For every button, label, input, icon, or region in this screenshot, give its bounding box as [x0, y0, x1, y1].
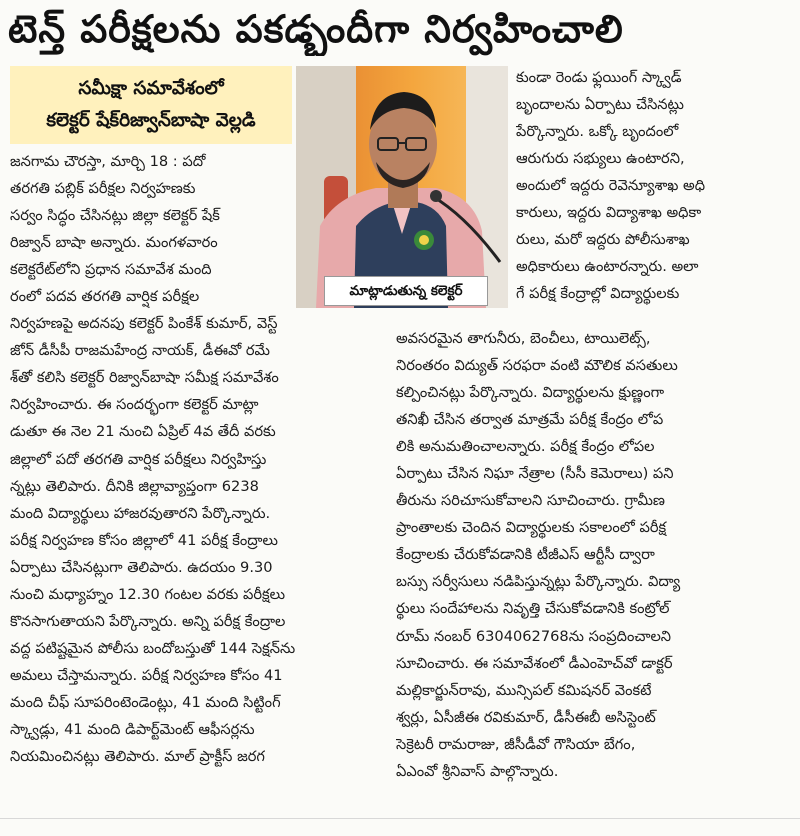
- text-line: జనగామ చౌరస్తా, మార్చి 18 : పదో: [10, 153, 206, 170]
- subheadline-line-1: సమీక్షా సమావేశంలో: [78, 78, 224, 99]
- text-line: కలెక్టరేట్‌లోని ప్రధాన సమావేశ మంది: [10, 261, 212, 279]
- text-line: ఏఎంవో శ్రీనివాస్ పాల్గొన్నారు.: [396, 762, 559, 780]
- text-line: తరగతి పబ్లిక్ పరీక్షల నిర్వహణకు: [10, 180, 196, 198]
- text-line: బస్సు సర్వీసులు నడిపిస్తున్నట్లు పేర్కొన్నారు. విద్యా: [396, 573, 681, 591]
- text-line: నిరంతరం విద్యుత్ సరఫరా వంటి మౌలిక వసతులు: [396, 357, 678, 375]
- text-line: మంది విద్యార్థులు హాజరవుతారని పేర్కొన్నారు.: [10, 504, 271, 522]
- text-line: అందులో ఇద్దరు రెవెన్యూశాఖ అధి: [516, 177, 705, 195]
- text-line: వద్ద పటిష్టమైన పోలీసు బందోబస్తుతో 144 సెక్షన్‌ను: [10, 639, 296, 657]
- text-line: అధికారులు ఉంటారన్నారు. అలా: [516, 258, 699, 276]
- text-line: ఏర్పాటు చేసినట్లుగా తెలిపారు. ఉదయం 9.30: [10, 558, 273, 576]
- article-column-wide: [396, 325, 788, 785]
- text-line: కుండా రెండు ఫ్లయింగ్ స్క్వాడ్: [516, 69, 682, 86]
- text-line: జిల్లాలో పదో తరగతి వార్షిక పరీక్షలు నిర్వహిస్తు: [10, 450, 267, 468]
- text-line: తనిఖీ చేసిన తర్వాత మాత్రమే పరీక్ష కేంద్రం లోప: [396, 411, 664, 429]
- text-line: సర్వం సిద్ధం చేసినట్లు జిల్లా కలెక్టర్ షేక్: [10, 207, 220, 225]
- text-line: కేంద్రాలకు చేరుకోవడానికి టీజీఎస్ ఆర్టీసీ ద్వారా: [396, 546, 655, 564]
- text-line: నియమించినట్లు తెలిపారు. మాల్ ప్రాక్టీస్ జరగ: [10, 748, 265, 766]
- text-line: లికి అనుమతించాలన్నారు. పరీక్ష కేంద్రం లోపల: [396, 438, 655, 456]
- photo-caption: మాట్లాడుతున్న కలెక్టర్: [324, 276, 488, 306]
- text-line: మంది చీఫ్ సూపరింటెండెంట్లు, 41 మంది సిట్టింగ్: [10, 693, 281, 711]
- text-line: సెక్రెటరీ రామరాజు, జీసీడీవో గౌసియా బేగం,: [396, 735, 636, 753]
- article-column-left: [10, 148, 384, 770]
- text-line: పేర్కొన్నారు. ఒక్కో బృందంలో: [516, 123, 679, 141]
- text-line: నుంచి మధ్యాహ్నం 12.30 గంటల వరకు పరీక్షలు: [10, 585, 286, 603]
- text-line: శ్వర్లు, ఏసీజీఈ రవికుమార్, డీసీఈబీ అసిస్టెంట్: [396, 708, 656, 726]
- text-line: తీరును సరిచూసుకోవాలని సూచించారు. గ్రామీణ: [396, 492, 665, 510]
- text-line: మల్లికార్జున్‌రావు, మున్సిపల్ కమిషనర్ వెంకటే: [396, 681, 652, 699]
- headline: టెన్త్ పరీక్షలను పకడ్బందీగా నిర్వహించాలి: [8, 7, 624, 51]
- text-line: కొనసాగుతాయని పేర్కొన్నారు. అన్ని పరీక్ష కేంద్రాల: [10, 612, 286, 630]
- subheadline-line-2: కలెక్టర్ షేక్‌రిజ్వాన్‌బాషా వెల్లడి: [46, 110, 256, 131]
- text-line: స్క్వాడ్లు, 41 మంది డిపార్ట్‌మెంట్ ఆఫీసర్లను: [10, 720, 255, 738]
- text-line: సూచించారు. ఈ సమావేశంలో డీఎంహెచ్‌వో డాక్టర్: [396, 654, 673, 672]
- text-line: న్నట్లు తెలిపారు. దీనికి జిల్లావ్యాప్తంగా 6238: [10, 477, 259, 495]
- text-line: పరీక్ష నిర్వహణ కోసం జిల్లాలో 41 పరీక్ష కేంద్రాలు: [10, 531, 278, 549]
- text-line: కల్పించినట్లు పేర్కొన్నారు. విద్యార్థులను క్షుణ్ణంగా: [396, 384, 665, 402]
- text-line: ర్థులు సందేహాలను నివృత్తి చేసుకోవడానికి కంట్రోల్: [396, 600, 670, 618]
- text-line: నిర్వహించారు. ఈ సందర్భంగా కలెక్టర్ మాట్లా: [10, 396, 259, 414]
- subheadline-box: [10, 66, 292, 144]
- text-line: జోన్ డీసీపీ రాజమహేంద్ర నాయక్, డీఈవో రమే: [10, 342, 270, 360]
- text-line: బృందాలను ఏర్పాటు చేసినట్లు: [516, 96, 684, 114]
- article-column-right: [516, 64, 788, 307]
- text-line: శ్‌తో కలిసి కలెక్టర్ రిజ్వాన్‌బాషా సమీక్ష సమావేశం: [10, 369, 279, 387]
- text-line: ప్రాంతాలకు చెందిన విద్యార్థులకు సకాలంలో పరీక్ష: [396, 519, 667, 537]
- text-line: ఏర్పాటు చేసిన నిఘా నేత్రాల (సీసీ కెమెరాలు) పని: [396, 465, 674, 483]
- text-line: అవసరమైన తాగునీరు, బెంచీలు, టాయిలెట్స్,: [396, 330, 651, 347]
- text-line: నిర్వహణపై అదనపు కలెక్టర్ పింకేశ్ కుమార్, వెస్ట్: [10, 315, 278, 333]
- text-line: రూమ్ నంబర్ 6304062768ను సంప్రదించాలని: [396, 627, 672, 645]
- text-line: అమలు చేస్తామన్నారు. పరీక్ష నిర్వహణ కోసం 41: [10, 666, 283, 684]
- text-line: రంలో పదవ తరగతి వార్షిక పరీక్షల: [10, 288, 200, 306]
- text-line: రులు, మరో ఇద్దరు పోలీసుశాఖ: [516, 231, 690, 249]
- text-line: రిజ్వాన్ బాషా అన్నారు. మంగళవారం: [10, 234, 218, 252]
- text-line: ఆరుగురు సభ్యులు ఉంటారని,: [516, 150, 685, 168]
- text-line: డుతూ ఈ నెల 21 నుంచి ఏప్రిల్ 4వ తేదీ వరకు: [10, 423, 276, 441]
- bottom-divider: [0, 818, 800, 819]
- text-line: కారులు, ఇద్దరు విద్యాశాఖ అధికా: [516, 204, 702, 222]
- text-line: గే పరీక్ష కేంద్రాల్లో విద్యార్థులకు: [516, 285, 680, 303]
